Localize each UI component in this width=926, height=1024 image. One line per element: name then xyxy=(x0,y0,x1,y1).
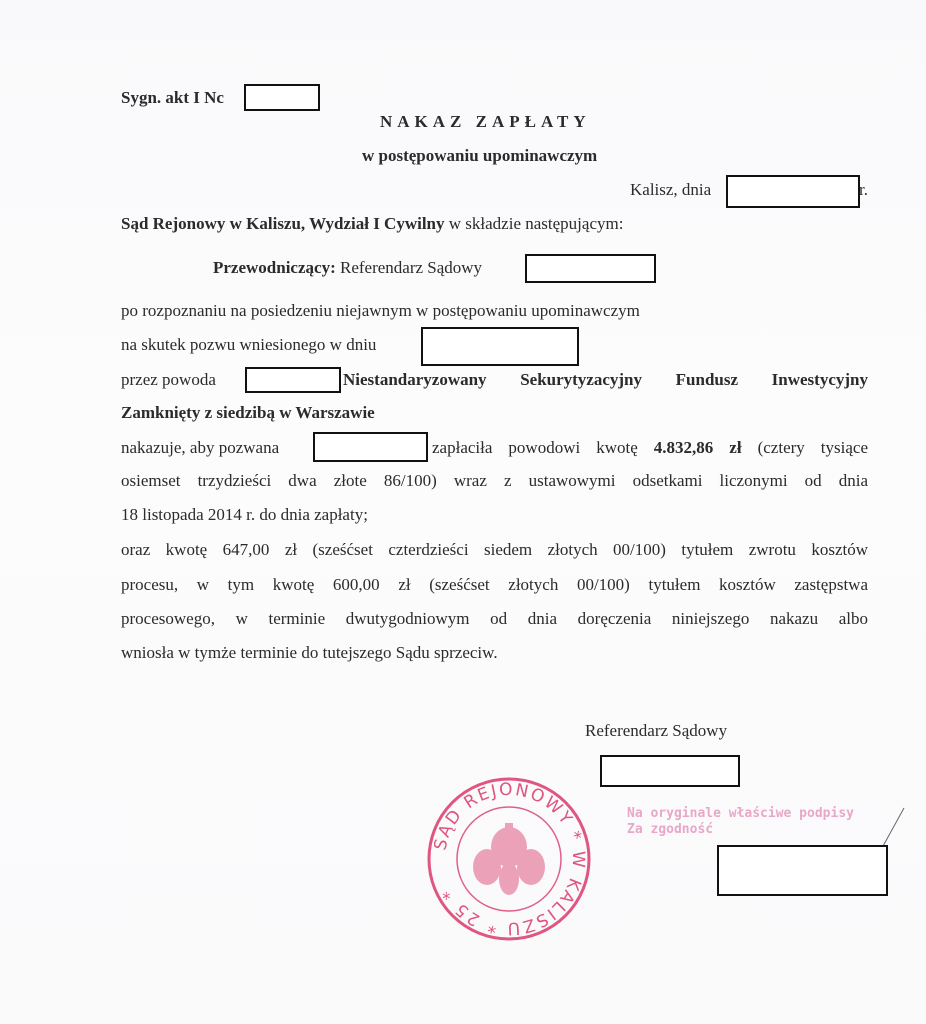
redacted-signature-name xyxy=(600,755,740,787)
document-subtitle: w postępowaniu upominawczym xyxy=(362,146,598,165)
redacted-referendary-name xyxy=(525,254,656,283)
court-line xyxy=(121,214,623,234)
costs-line2: procesu, w tym kwotę 600,00 zł (sześćset złotych 00/100) tytułem kosztów zastępstwa xyxy=(121,575,868,594)
redacted-claim-date xyxy=(421,327,579,366)
court-name: Sąd Rejonowy w Kaliszu, Wydział I Cywilny xyxy=(121,214,445,233)
order-line2: osiemset trzydzieści dwa złote 86/100) wraz z ustawowymi odsetkami liczonymi od dnia xyxy=(121,471,868,490)
document-title: NAKAZ ZAPŁATY xyxy=(380,112,591,131)
signature-title: Referendarz Sądowy xyxy=(585,721,728,740)
redacted-plaintiff-prefix xyxy=(245,367,341,393)
court-composition: w składzie następującym: xyxy=(444,214,624,233)
eagle-emblem-icon xyxy=(473,823,545,895)
signature-stroke xyxy=(878,806,908,850)
costs-line1: oraz kwotę 647,00 zł (sześćset czterdzieści siedem złotych 00/100) tytułem zwrotu kosztów xyxy=(121,540,868,559)
plaintiff-name-line1: Niestandaryzowany Sekurytyzacyjny Fundusz Inwestycyjny xyxy=(343,370,868,389)
presiding-line xyxy=(213,258,482,278)
costs-line3: procesowego, w terminie dwutygodniowym od dnia doręczenia niniejszego nakazu albo xyxy=(121,609,868,628)
costs-line4: wniosła w tymże terminie do tutejszego Sądu sprzeciw. xyxy=(121,643,498,662)
place-date-prefix: Kalisz, dnia xyxy=(630,180,712,199)
presiding-label: Przewodniczący: xyxy=(213,258,336,277)
order-prefix: nakazuje, aby pozwana xyxy=(121,438,280,457)
claim-filed-line: na skutek pozwu wniesionego w dniu xyxy=(121,335,377,354)
place-date-suffix: r. xyxy=(859,180,868,199)
certification-line1: Na oryginale właściwe podpisy xyxy=(627,806,854,821)
order-line3: 18 listopada 2014 r. do dnia zapłaty; xyxy=(121,505,368,524)
redacted-issue-date xyxy=(726,175,860,208)
plaintiff-prefix: przez powoda xyxy=(121,370,216,389)
order-mid: zapłaciła powodowi kwotę xyxy=(432,438,654,457)
redacted-defendant-name xyxy=(313,432,428,462)
redacted-certifier-name xyxy=(717,845,888,896)
certification-stamp xyxy=(627,806,854,838)
plaintiff-name-line2: Zamknięty z siedzibą w Warszawie xyxy=(121,403,375,422)
order-tail: (cztery tysiące xyxy=(741,438,868,457)
presiding-value: Referendarz Sądowy xyxy=(335,258,483,277)
order-line1 xyxy=(432,438,868,458)
hearing-line: po rozpoznaniu na posiedzeniu niejawnym w postępowaniu upominawczym xyxy=(121,301,640,320)
court-seal-stamp xyxy=(425,775,593,943)
case-ref-label: Sygn. akt I Nc xyxy=(121,88,224,107)
order-amount: 4.832,86 zł xyxy=(653,438,742,457)
certification-line2: Za zgodność xyxy=(627,822,714,837)
redacted-case-number xyxy=(244,84,320,111)
stamp-ring-text: SĄD REJONOWY * W KALISZU * 25 * xyxy=(430,779,589,939)
